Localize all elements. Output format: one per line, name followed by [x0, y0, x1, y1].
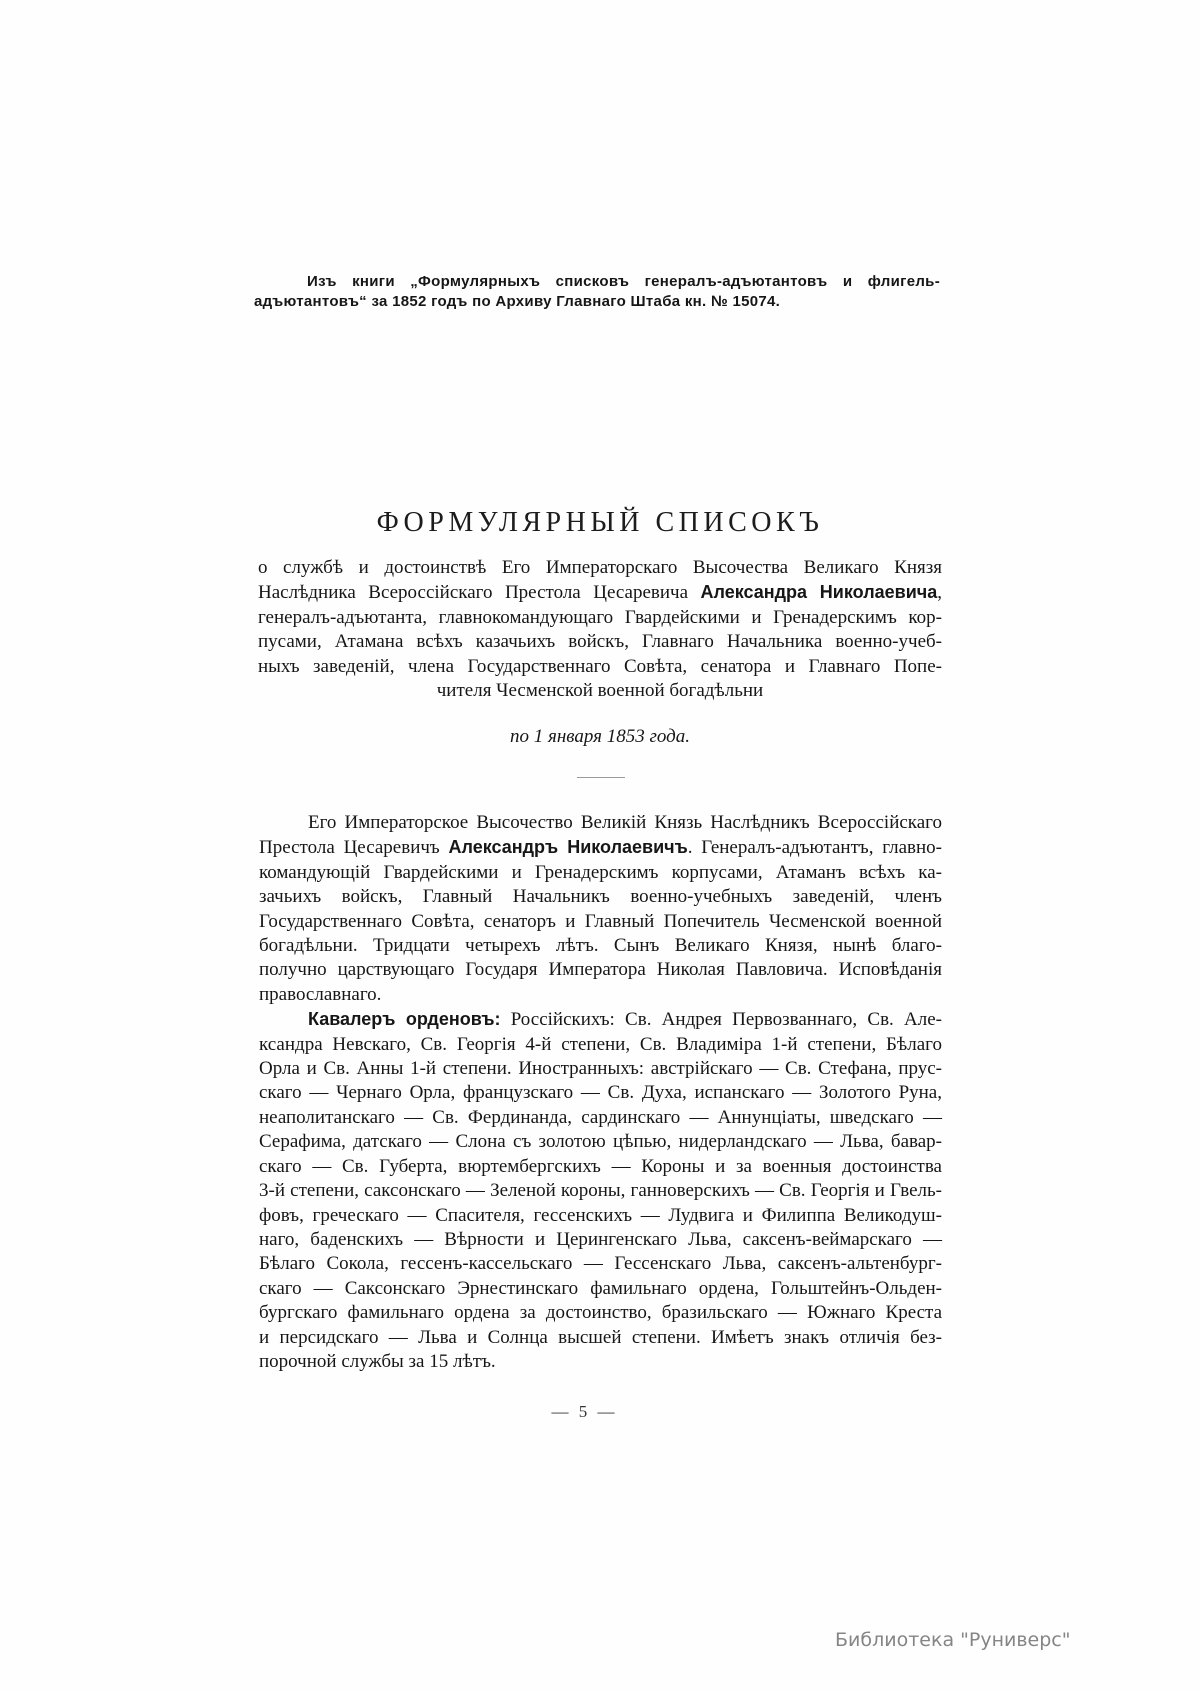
- line-text: Государственнаго Совѣта, сенаторъ и Главный Попечитель Чесменской военной: [259, 910, 942, 932]
- text-line: [259, 1326, 942, 1350]
- text-line: [259, 1252, 942, 1276]
- page-number: — 5 —: [551, 1402, 615, 1421]
- line-text: богадѣльни. Тридцати четырехъ лѣтъ. Сынъ Великаго Князя, нынѣ благо-: [259, 935, 942, 957]
- line-text: Изъ книги „Формулярныхъ списковъ генералъ-адъютантовъ и флигель-: [307, 273, 940, 290]
- line-text: Россійскихъ: Св. Андрея Первозваннаго, Св. Але-: [500, 1009, 942, 1031]
- text-line: [254, 292, 940, 312]
- line-text: ,: [937, 582, 942, 604]
- text-line: [259, 983, 942, 1007]
- line-text: генералъ-адъютанта, главнокомандующаго Гвардейскими и Гренадерскимъ кор-: [258, 606, 942, 628]
- text-line: [259, 1007, 942, 1032]
- text-line: [259, 1277, 942, 1301]
- text-line: [259, 1228, 942, 1252]
- line-text: чителя Чесменской военной богадѣльни: [436, 680, 764, 702]
- text-line: [259, 835, 942, 860]
- line-text: командующій Гвардейскими и Гренадерскимъ корпусами, Атаманъ всѣхъ ка-: [259, 861, 942, 883]
- line-text: зачьихъ войскъ, Главный Начальникъ военно-учебныхъ заведеній, членъ: [259, 886, 942, 908]
- text-line: [259, 1033, 942, 1057]
- text-line: [259, 1301, 942, 1325]
- text-line: [258, 606, 942, 630]
- document-title: ФОРМУЛЯРНЫЙ СПИСОКЪ: [376, 507, 824, 538]
- line-text: скаго — Св. Губерта, вюртембергскихъ — Короны и за военныя достоинства: [259, 1155, 942, 1177]
- line-text: и персидскаго — Льва и Солнца высшей степени. Имѣетъ знакъ отличія без-: [259, 1326, 942, 1348]
- line-text: Его Императорское Высочество Великій Князь Наслѣдникъ Всероссійскаго: [308, 812, 942, 833]
- text-line: [258, 580, 942, 605]
- name-emphasis: Александръ Николаевичъ: [448, 837, 688, 858]
- line-text: Орла и Св. Анны 1-й степени. Иностранныхъ: австрійскаго — Св. Стефана, прус-: [259, 1058, 942, 1080]
- text-line: [258, 556, 942, 580]
- line-text: скаго — Чернаго Орла, французскаго — Св. Духа, испанскаго — Золотого Руна,: [259, 1082, 942, 1104]
- line-text: ксандра Невскаго, Св. Георгія 4-й степени, Св. Владиміра 1-й степени, Бѣлаго: [259, 1033, 942, 1055]
- name-emphasis: Александра Николаевича: [700, 582, 938, 603]
- line-text: наго, баденскихъ — Вѣрности и Церингенскаго Льва, саксенъ-веймарскаго —: [259, 1228, 942, 1250]
- text-line: [259, 910, 942, 934]
- text-line: [259, 1057, 942, 1081]
- line-text: Бѣлаго Сокола, гессенъ-кассельскаго — Гессенскаго Льва, саксенъ-альтенбург-: [259, 1253, 942, 1275]
- line-text: неаполитанскаго — Св. Фердинанда, сардинскаго — Аннунціаты, шведскаго —: [259, 1106, 942, 1128]
- library-watermark: Библиотека "Руниверс": [835, 1629, 1071, 1651]
- text-line: [254, 272, 940, 292]
- text-line: [258, 679, 942, 703]
- text-line: [259, 1350, 942, 1374]
- text-line: [259, 1179, 942, 1203]
- text-line: [259, 811, 942, 835]
- line-text: адъютантовъ“ за 1852 годъ по Архиву Главнаго Штаба кн. № 15074.: [254, 293, 781, 310]
- line-text: получно царствующаго Государя Императора Николая Павловича. Исповѣданія: [259, 959, 942, 981]
- line-text: ныхъ заведеній, члена Государственнаго Совѣта, сенатора и Главнаго Попе-: [258, 655, 942, 677]
- line-text: Престола Цесаревичъ: [259, 837, 449, 859]
- document-date: по 1 января 1853 года.: [510, 726, 690, 747]
- line-text: фовъ, греческаго — Спасителя, гессенскихъ — Лудвига и Филиппа Великодуш-: [259, 1204, 942, 1226]
- line-text: 3-й степени, саксонскаго — Зеленой короны, ганноверскихъ — Св. Георгія и Гвель-: [259, 1180, 942, 1202]
- name-emphasis: Кавалеръ орденовъ:: [308, 1009, 501, 1030]
- document-subtitle: [258, 556, 942, 703]
- line-text: пусами, Атамана всѣхъ казачьихъ войскъ, Главнаго Начальника военно-учеб-: [258, 631, 942, 653]
- line-text: Наслѣдника Всероссійскаго Престола Цесаревича: [258, 582, 701, 604]
- text-line: [259, 1106, 942, 1130]
- document-body: [259, 811, 942, 1374]
- line-text: . Генералъ-адъютантъ, главно-: [687, 837, 942, 859]
- separator-rule: [577, 777, 625, 778]
- line-text: бургскаго фамильнаго ордена за достоинство, бразильскаго — Южнаго Креста: [259, 1302, 942, 1324]
- line-text: Серафима, датскаго — Слона съ золотою цѣпью, нидерландскаго — Льва, бавар-: [259, 1131, 942, 1153]
- text-line: [259, 861, 942, 885]
- text-line: [258, 630, 942, 654]
- line-text: скаго — Саксонскаго Эрнестинскаго фамильнаго ордена, Гольштейнъ-Ольден-: [259, 1277, 942, 1299]
- text-line: [259, 885, 942, 909]
- line-text: порочной службы за 15 лѣтъ.: [259, 1350, 496, 1372]
- text-line: [259, 1155, 942, 1179]
- text-line: [259, 1204, 942, 1228]
- text-line: [259, 1130, 942, 1154]
- line-text: о службѣ и достоинствѣ Его Императорскаго Высочества Великаго Князя: [258, 557, 942, 578]
- text-line: [259, 1081, 942, 1105]
- text-line: [259, 958, 942, 982]
- line-text: православнаго.: [259, 983, 382, 1005]
- text-line: [259, 934, 942, 958]
- archive-source-note: [254, 272, 940, 312]
- text-line: [258, 655, 942, 679]
